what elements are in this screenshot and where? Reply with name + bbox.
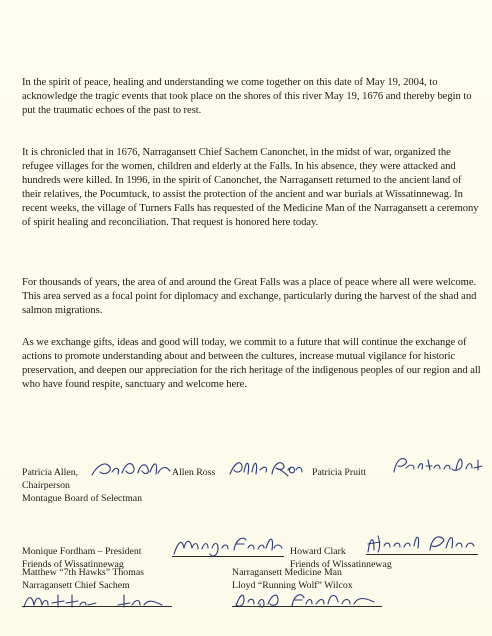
signatory-name: Patricia Allen, <box>22 467 79 478</box>
signature-line-clark <box>366 554 478 555</box>
signature-ross <box>228 456 304 480</box>
signatory-title: Narragansett Chief Sachem <box>22 580 130 591</box>
signatory-thomas <box>22 566 144 592</box>
signatory-name: Matthew “7th Hawks” Thomas <box>22 567 144 578</box>
signatory-name: Monique Fordham – President <box>22 546 142 557</box>
signature-line-fordham <box>172 556 284 557</box>
signatory-title: Chairperson <box>22 480 70 491</box>
signature-wilcox <box>232 590 382 612</box>
signatory-pruitt <box>312 466 366 479</box>
signatory-ross <box>172 466 215 479</box>
signature-line-wilcox <box>232 606 382 607</box>
signature-thomas <box>22 591 172 613</box>
signatory-name: Howard Clark <box>290 546 346 557</box>
signatory-name: Lloyd “Running Wolf” Wilcox <box>232 580 353 591</box>
paragraph-4: As we exchange gifts, ideas and good will today, we commit to a future that will continue the exchange of actions to promote understanding about and between the cultures, increase mutual vigilance for historic preservation, and deepen our appreciation for the rich heritage of the indigenous peoples of our region and all who have found respite, sanctuary and welcome here. <box>22 337 481 390</box>
signature-clark <box>366 532 478 556</box>
signatory-wilcox <box>232 566 353 592</box>
signature-line-thomas <box>22 606 172 607</box>
signatory-name: Patricia Pruitt <box>312 467 367 478</box>
signatory-name: Allen Ross <box>172 467 216 478</box>
signatory-org: Friends of Wissatinnewag <box>22 559 124 570</box>
signature-allen <box>90 458 172 480</box>
signatory-org: Friends of Wissatinnewag <box>290 559 392 570</box>
paragraph-2: It is chronicled that in 1676, Narragansett Chief Sachem Canonchet, in the midst of war, organized the refugee villages for the women, children and elderly at the Falls. In his absence, they were attacked and hundreds were killed. In 1996, in the spirit of Canonchet, the Narragansett returned to the ancient land of their relatives, the Pocumtuck, to assist the protection of the ancient and war burials at Wissatinnewag. In recent weeks, the village of Turners Falls has requested of the Medicine Man of the Narragansett a ceremony of spirit healing and reconciliation. That request is honored here today. <box>22 147 479 228</box>
signature-pruitt <box>392 454 484 476</box>
signatory-org: Montague Board of Selectman <box>22 493 142 504</box>
paragraph-1: In the spirit of peace, healing and understanding we come together on this date of May 19, 2004, to acknowledge the tragic events that took place on the shores of this river May 19, 1676 and thereby begin to put the traumatic echoes of the past to rest. <box>22 77 472 116</box>
signatory-title: Narragansett Medicine Man <box>232 567 342 578</box>
paragraph-3: For thousands of years, the area of and around the Great Falls was a place of peace where all were welcome. This area served as a focal point for diplomacy and exchange, particularly during the harvest of the shad and salmon migrations. <box>22 277 477 316</box>
